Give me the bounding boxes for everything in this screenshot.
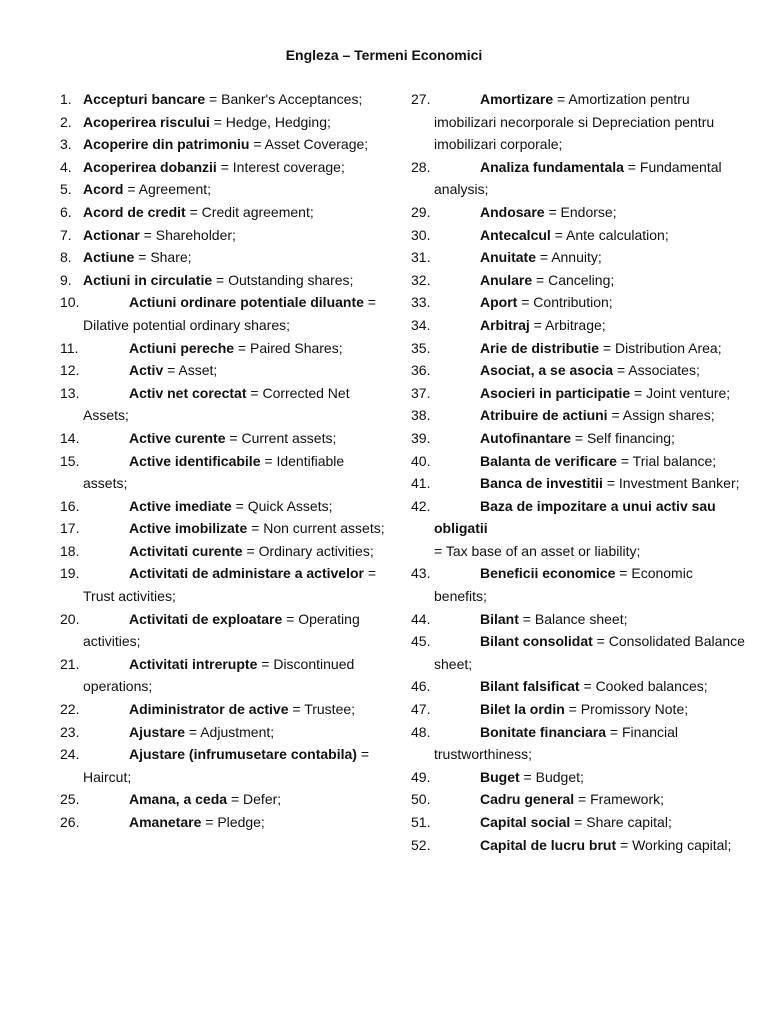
list-item: 3. Acoperire din patrimoniu = Asset Coverage; — [60, 133, 390, 156]
term-ro: Arbitraj — [480, 316, 530, 333]
term-ro: Baza de impozitare a unui activ sau obligatii — [434, 497, 716, 537]
term-ro: Analiza fundamentala — [480, 158, 624, 175]
list-item: 24. Ajustare (infrumusetare contabila) = Haircut; — [60, 743, 390, 788]
item-number: 38. — [411, 407, 431, 424]
list-item: 10. Actiuni ordinare potentiale diluante = Dilative potential ordinary shares; — [60, 291, 390, 336]
term-en: Hedge, Hedging; — [225, 113, 331, 130]
item-number: 32. — [411, 271, 431, 288]
term-ro: Amanetare — [129, 814, 202, 830]
term-ro: Acord de credit — [83, 203, 186, 220]
list-item: 18. Activitati curente = Ordinary activities; — [60, 540, 390, 563]
list-item: 32. Anulare = Canceling; — [411, 269, 746, 292]
item-number: 48. — [411, 723, 431, 740]
term-en: Shareholder; — [155, 226, 236, 243]
item-number: 49. — [411, 768, 431, 785]
item-number: 14. — [60, 429, 80, 446]
term-ro: Activ — [129, 362, 164, 379]
item-number: 37. — [411, 384, 431, 401]
list-item: 23. Ajustare = Adjustment; — [60, 721, 390, 744]
term-ro: Actiuni pereche — [129, 339, 235, 356]
term-ro: Capital de lucru brut — [480, 836, 617, 853]
list-item: 51. Capital social = Share capital; — [411, 811, 746, 834]
list-item: 41. Banca de investitii = Investment Banker; — [411, 472, 746, 495]
list-item: 20. Activitati de exploatare = Operating activities; — [60, 608, 390, 653]
terms-column-right — [411, 88, 746, 856]
list-item: 13. Activ net corectat = Corrected Net Assets; — [60, 382, 390, 427]
item-number: 3. — [60, 136, 72, 153]
term-ro: Acoperirea dobanzii — [83, 158, 217, 175]
term-en: Operating activities; — [83, 610, 360, 650]
term-en: Tax base of an asset or liability; — [445, 542, 641, 559]
list-item: 19. Activitati de administare a activelor = Trust activities; — [60, 562, 390, 607]
list-item: 44. Bilant = Balance sheet; — [411, 608, 746, 631]
term-ro: Adiministrator de active — [129, 701, 289, 718]
item-number: 11. — [60, 339, 79, 356]
item-number: 41. — [411, 475, 431, 492]
item-number: 47. — [411, 701, 431, 718]
item-number: 43. — [411, 565, 431, 582]
term-en: Interest coverage; — [232, 158, 345, 175]
list-item: 5. Acord = Agreement; — [60, 178, 390, 201]
term-ro: Acord — [83, 181, 124, 198]
item-number: 24. — [60, 746, 80, 763]
list-item: 29. Andosare = Endorse; — [411, 201, 746, 224]
term-ro: Ajustare — [129, 723, 186, 740]
term-en: Outstanding shares; — [228, 271, 354, 288]
list-item: 38. Atribuire de actiuni = Assign shares; — [411, 404, 746, 427]
term-ro: Bilant — [480, 610, 519, 627]
term-en: Economic benefits; — [434, 565, 693, 605]
term-en: Joint venture; — [646, 384, 731, 401]
term-en: Agreement; — [138, 181, 212, 198]
term-en: Paired Shares; — [250, 339, 343, 356]
term-ro: Accepturi bancare — [83, 91, 206, 107]
item-number: 4. — [60, 158, 72, 175]
item-number: 9. — [60, 271, 72, 288]
term-en: Ordinary activities; — [258, 542, 374, 559]
item-number: 31. — [411, 249, 431, 266]
term-en: Quick Assets; — [247, 497, 333, 514]
list-item: 1. Accepturi bancare = Banker's Acceptances; — [60, 88, 390, 111]
list-item: 52. Capital de lucru brut = Working capital; — [411, 834, 746, 857]
list-item: 27. Amortizare = Amortization pentru imobilizari necorporale si Depreciation pentru imobilizari corporale; — [411, 88, 746, 156]
term-en: Pledge; — [217, 814, 265, 830]
term-en: Dilative potential ordinary shares; — [83, 316, 290, 333]
term-ro: Atribuire de actiuni — [480, 407, 608, 424]
list-item: 31. Anuitate = Annuity; — [411, 246, 746, 269]
item-number: 36. — [411, 362, 431, 379]
term-en: Arbitrage; — [544, 316, 606, 333]
list-item: 42. Baza de impozitare a unui activ sau obligatii = Tax base of an asset or liability; — [411, 495, 746, 563]
item-number: 25. — [60, 791, 80, 808]
list-item: 33. Aport = Contribution; — [411, 291, 746, 314]
list-item: 50. Cadru general = Framework; — [411, 788, 746, 811]
item-number: 8. — [60, 249, 72, 266]
item-number: 29. — [411, 203, 431, 220]
term-ro: Active imediate — [129, 497, 232, 514]
item-number: 26. — [60, 814, 80, 830]
list-item: 9. Actiuni in circulatie = Outstanding shares; — [60, 269, 390, 292]
term-ro: Banca de investitii — [480, 475, 603, 492]
list-item: 25. Amana, a ceda = Defer; — [60, 788, 390, 811]
term-ro: Andosare — [480, 203, 545, 220]
term-ro: Autofinantare — [480, 429, 571, 446]
item-number: 23. — [60, 723, 80, 740]
term-ro: Bilet la ordin — [480, 701, 565, 718]
item-number: 46. — [411, 678, 431, 695]
item-number: 30. — [411, 226, 431, 243]
term-ro: Bilant consolidat — [480, 633, 593, 650]
item-number: 51. — [411, 814, 431, 830]
list-item: 11. Actiuni pereche = Paired Shares; — [60, 337, 390, 360]
term-ro: Asociat, a se asocia — [480, 362, 614, 379]
term-en: Assign shares; — [622, 407, 715, 424]
term-ro: Activitati de administare a activelor — [129, 565, 364, 582]
term-ro: Arie de distributie — [480, 339, 600, 356]
term-ro: Cadru general — [480, 791, 575, 808]
term-en: Amortization pentru imobilizari necorporale si Depreciation pentru imobilizari corporale; — [434, 91, 715, 153]
term-ro: Actiuni ordinare potentiale diluante — [129, 294, 364, 311]
term-en: Balance sheet; — [534, 610, 628, 627]
term-en: Canceling; — [548, 271, 615, 288]
term-ro: Balanta de verificare — [480, 452, 617, 469]
term-en: Investment Banker; — [618, 475, 740, 492]
term-en: Promissory Note; — [580, 701, 689, 718]
list-item: 36. Asociat, a se asocia = Associates; — [411, 359, 746, 382]
term-ro: Antecalcul — [480, 226, 551, 243]
list-item: 47. Bilet la ordin = Promissory Note; — [411, 698, 746, 721]
term-en: Defer; — [243, 791, 282, 808]
term-ro: Anulare — [480, 271, 533, 288]
term-en: Budget; — [535, 768, 584, 785]
term-en: Working capital; — [632, 836, 732, 853]
term-en: Identifiable assets; — [83, 452, 345, 492]
list-item: 16. Active imediate = Quick Assets; — [60, 495, 390, 518]
list-item: 4. Acoperirea dobanzii = Interest coverage; — [60, 156, 390, 179]
term-ro: Amana, a ceda — [129, 791, 228, 808]
term-ro: Actiuni in circulatie — [83, 271, 213, 288]
term-en: Adjustment; — [200, 723, 275, 740]
list-item: 28. Analiza fundamentala = Fundamental analysis; — [411, 156, 746, 201]
term-en: Discontinued operations; — [83, 655, 355, 695]
item-number: 34. — [411, 316, 431, 333]
term-ro: Beneficii economice — [480, 565, 616, 582]
list-item: 22. Adiministrator de active = Trustee; — [60, 698, 390, 721]
list-item: 48. Bonitate financiara = Financial trustworthiness; — [411, 721, 746, 766]
term-ro: Actionar — [83, 226, 140, 243]
list-item: 43. Beneficii economice = Economic benefits; — [411, 562, 746, 607]
item-number: 19. — [60, 565, 80, 582]
term-ro: Acoperire din patrimoniu — [83, 136, 250, 153]
item-number: 44. — [411, 610, 431, 627]
item-number: 20. — [60, 610, 80, 627]
list-item: 14. Active curente = Current assets; — [60, 427, 390, 450]
term-ro: Aport — [480, 294, 518, 311]
item-number: 5. — [60, 181, 72, 198]
list-item: 46. Bilant falsificat = Cooked balances; — [411, 675, 746, 698]
item-number: 35. — [411, 339, 431, 356]
list-item: 2. Acoperirea riscului = Hedge, Hedging; — [60, 111, 390, 134]
item-number: 22. — [60, 701, 80, 718]
item-number: 42. — [411, 497, 431, 514]
term-en: Credit agreement; — [201, 203, 314, 220]
term-en: Endorse; — [560, 203, 617, 220]
term-en: Framework; — [590, 791, 665, 808]
list-item: 35. Arie de distributie = Distribution Area; — [411, 337, 746, 360]
term-ro: Capital social — [480, 814, 571, 830]
term-en: Trust activities; — [83, 588, 176, 605]
list-item: 40. Balanta de verificare = Trial balance; — [411, 450, 746, 473]
list-item: 34. Arbitraj = Arbitrage; — [411, 314, 746, 337]
term-ro: Activitati curente — [129, 542, 243, 559]
term-ro: Anuitate — [480, 249, 536, 266]
term-en: Ante calculation; — [566, 226, 669, 243]
item-number: 17. — [60, 520, 80, 537]
term-ro: Buget — [480, 768, 520, 785]
term-ro: Actiune — [83, 249, 135, 266]
term-en: Trial balance; — [632, 452, 717, 469]
list-item: 45. Bilant consolidat = Consolidated Balance sheet; — [411, 630, 746, 675]
term-en: Corrected Net Assets; — [83, 384, 350, 424]
term-en: Financial trustworthiness; — [434, 723, 679, 763]
term-en: Fundamental analysis; — [434, 158, 722, 198]
item-number: 33. — [411, 294, 431, 311]
item-number: 2. — [60, 113, 72, 130]
item-number: 1. — [60, 91, 72, 107]
list-item: 37. Asocieri in participatie = Joint venture; — [411, 382, 746, 405]
term-en: Asset; — [178, 362, 218, 379]
item-number: 13. — [60, 384, 80, 401]
list-item: 17. Active imobilizate = Non current assets; — [60, 517, 390, 540]
item-number: 21. — [60, 655, 80, 672]
list-item: 39. Autofinantare = Self financing; — [411, 427, 746, 450]
page-title: Engleza – Termeni Economici — [285, 47, 483, 63]
item-number: 15. — [60, 452, 80, 469]
item-number: 28. — [411, 158, 431, 175]
term-ro: Active curente — [129, 429, 226, 446]
term-en: Share capital; — [586, 814, 672, 830]
term-en: Associates; — [628, 362, 700, 379]
term-ro: Amortizare — [480, 91, 554, 107]
item-number: 18. — [60, 542, 80, 559]
term-en: Contribution; — [533, 294, 613, 311]
list-item: 15. Active identificabile = Identifiable assets; — [60, 450, 390, 495]
item-number: 50. — [411, 791, 431, 808]
item-number: 27. — [411, 91, 431, 107]
term-ro: Ajustare (infrumusetare contabila) — [129, 746, 357, 763]
terms-column-left — [60, 88, 390, 834]
term-ro: Activ net corectat — [129, 384, 247, 401]
term-ro: Bilant falsificat — [480, 678, 580, 695]
list-item: 7. Actionar = Shareholder; — [60, 224, 390, 247]
term-en: Asset Coverage; — [264, 136, 369, 153]
term-en: Annuity; — [551, 249, 602, 266]
term-en: Current assets; — [241, 429, 337, 446]
term-en: Share; — [150, 249, 192, 266]
item-number: 7. — [60, 226, 72, 243]
item-number: 12. — [60, 362, 80, 379]
term-en: Non current assets; — [263, 520, 385, 537]
item-number: 6. — [60, 203, 72, 220]
list-item: 30. Antecalcul = Ante calculation; — [411, 224, 746, 247]
term-ro: Active imobilizate — [129, 520, 248, 537]
item-number: 45. — [411, 633, 431, 650]
term-en: Cooked balances; — [595, 678, 708, 695]
list-item: 49. Buget = Budget; — [411, 766, 746, 789]
item-number: 52. — [411, 836, 431, 853]
term-en: Banker's Acceptances; — [221, 91, 363, 107]
term-ro: Activitati intrerupte — [129, 655, 258, 672]
item-number: 39. — [411, 429, 431, 446]
list-item: 21. Activitati intrerupte = Discontinued operations; — [60, 653, 390, 698]
list-item: 8. Actiune = Share; — [60, 246, 390, 269]
list-item: 26. Amanetare = Pledge; — [60, 811, 390, 834]
term-en: Distribution Area; — [615, 339, 722, 356]
term-ro: Asocieri in participatie — [480, 384, 631, 401]
term-ro: Active identificabile — [129, 452, 261, 469]
term-en: Self financing; — [586, 429, 675, 446]
list-item: 12. Activ = Asset; — [60, 359, 390, 382]
term-ro: Acoperirea riscului — [83, 113, 210, 130]
term-ro: Bonitate financiara — [480, 723, 607, 740]
item-number: 10. — [60, 294, 80, 311]
term-ro: Activitati de exploatare — [129, 610, 283, 627]
term-en: Trustee; — [304, 701, 356, 718]
term-en: Consolidated Balance sheet; — [434, 633, 745, 672]
item-number: 16. — [60, 497, 80, 514]
item-number: 40. — [411, 452, 431, 469]
list-item: 6. Acord de credit = Credit agreement; — [60, 201, 390, 224]
term-en: Haircut; — [83, 768, 132, 785]
